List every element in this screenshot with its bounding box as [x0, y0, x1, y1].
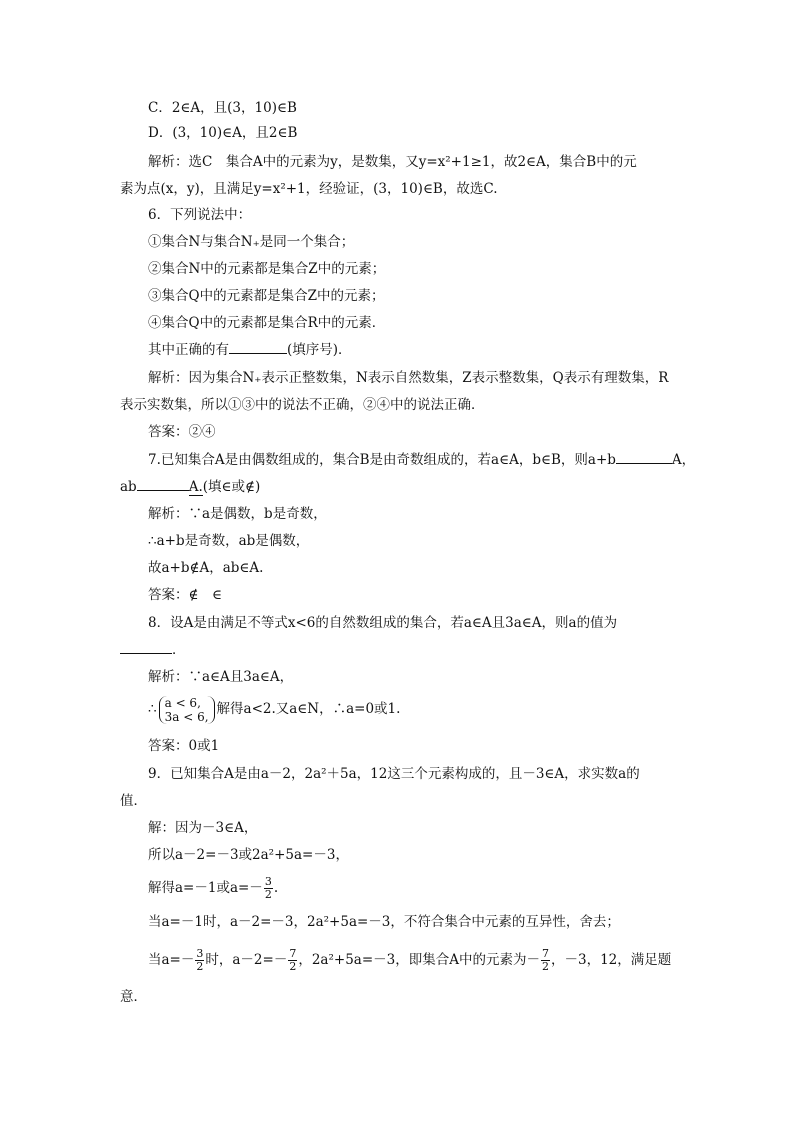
q7-stem-line-2: [120, 476, 260, 498]
fraction: [264, 876, 273, 901]
q6-analysis-line-2: 表示实数集，所以①③中的说法不正确，②④中的说法正确．: [120, 397, 485, 413]
q6-fill-line: [148, 339, 352, 361]
q8-stem-line-2: [120, 639, 186, 661]
q7-stem-text-d: A.: [188, 479, 203, 495]
answer-blank: [229, 339, 287, 354]
q6-stem: 6．下列说法中：: [148, 207, 252, 223]
fraction: [288, 948, 297, 973]
q9-sol5-text-d: ，－3，12，满足题: [550, 952, 672, 968]
q7-stem-line-1: [148, 449, 695, 471]
q5-analysis-line-2: 素为点(x，y)，且满足y=x²+1，经验证，(3，10)∈B，故选C.: [120, 181, 498, 197]
q7-analysis-line-1: 解析：∵a是偶数，b是奇数，: [148, 506, 327, 522]
q7-stem-text-e: (填∈或∉): [202, 479, 261, 495]
q6-item-1: ①集合N与集合N₊是同一个集合；: [148, 234, 355, 250]
q9-sol5-text-c: ，2a²+5a=－3，即集合A中的元素为－: [298, 952, 540, 968]
inequality-2: 3a < 6,: [164, 709, 209, 724]
denominator: 2: [264, 888, 272, 901]
q9-solution-line-5: [148, 942, 671, 978]
q6-item-4: ④集合Q中的元素都是集合R中的元素．: [148, 315, 386, 331]
inequality-system: [159, 696, 215, 724]
q5-option-c: C．2∈A，且(3，10)∈B: [148, 100, 297, 116]
answer-blank: [137, 476, 189, 491]
q5-analysis-line-1: 解析：选C 集合A中的元素为y，是数集，又y=x²+1≥1，故2∈A，集合B中的元: [148, 154, 637, 170]
answer-blank: [616, 449, 672, 464]
q6-fill-suffix: (填序号)．: [287, 342, 352, 358]
q8-therefore-symbol: ∴: [148, 701, 157, 717]
numerator: 3: [196, 947, 204, 960]
denominator: 2: [541, 960, 549, 973]
q6-analysis-line-1: 解析：因为集合N₊表示正整数集，N表示自然数集，Z表示整数集，Q表示有理数集，R: [148, 370, 669, 386]
q6-item-3: ③集合Q中的元素都是集合Z中的元素；: [148, 288, 385, 304]
fraction: [195, 948, 204, 973]
q8-stem-text-end: ．: [172, 642, 186, 658]
q7-analysis-line-2: ∴a+b是奇数，ab是偶数，: [148, 533, 310, 549]
denominator: 2: [196, 960, 204, 973]
q9-sol5-text-a: 当a=－: [148, 952, 195, 968]
fraction: [541, 948, 550, 973]
inequality-1: a < 6,: [164, 695, 201, 710]
q9-stem-line-1: 9．已知集合A是由a－2，2a²＋5a，12这三个元素构成的，且－3∈A，求实数a的: [148, 766, 640, 782]
q7-stem-text-c: ab: [120, 479, 137, 495]
q8-analysis-line-1: 解析：∵a∈A且3a∈A，: [148, 669, 294, 685]
q6-answer: 答案：②④: [148, 424, 216, 440]
q9-stem-line-2: 值．: [120, 793, 147, 809]
numerator: 7: [541, 947, 549, 960]
q5-option-d: D．(3，10)∈A，且2∈B: [148, 125, 298, 141]
q8-analysis-text: 解得a<2.又a∈N，∴a=0或1.: [216, 701, 401, 717]
denominator: 2: [289, 960, 297, 973]
q6-fill-prefix: 其中正确的有: [148, 342, 229, 358]
answer-blank: [120, 639, 172, 654]
q9-sol3-text-a: 解得a=－1或a=－: [148, 880, 263, 896]
q8-answer: 答案：0或1: [148, 738, 220, 754]
q7-stem-text-a: 7.已知集合A是由偶数组成的，集合B是由奇数组成的，若a∈A，b∈B，则a+b: [148, 452, 616, 468]
q9-solution-line-2: 所以a－2=－3或2a²+5a=－3，: [148, 847, 349, 863]
q8-analysis-line-2: [148, 691, 400, 727]
q9-sol3-text-b: .: [273, 880, 279, 896]
q6-item-2: ②集合N中的元素都是集合Z中的元素；: [148, 261, 386, 277]
q9-solution-line-4: 当a=－1时，a－2=－3，2a²+5a=－3，不符合集合中元素的互异性，舍去；: [148, 914, 620, 930]
numerator: 3: [264, 875, 272, 888]
q9-sol5-text-b: 时，a－2=－: [205, 952, 288, 968]
q7-analysis-line-3: 故a+b∉A，ab∈A.: [148, 560, 264, 576]
q9-solution-line-1: 解：因为－3∈A，: [148, 820, 258, 836]
q9-solution-line-6: 意．: [120, 989, 147, 1005]
q9-solution-line-3: [148, 871, 278, 905]
q7-answer: 答案：∉ ∈: [148, 587, 222, 603]
numerator: 7: [289, 947, 297, 960]
q7-stem-text-b: A，: [671, 452, 696, 468]
q8-stem-line-1: 8．设A是由满足不等式x<6的自然数组成的集合，若a∈A且3a∈A，则a的值为: [148, 615, 618, 631]
